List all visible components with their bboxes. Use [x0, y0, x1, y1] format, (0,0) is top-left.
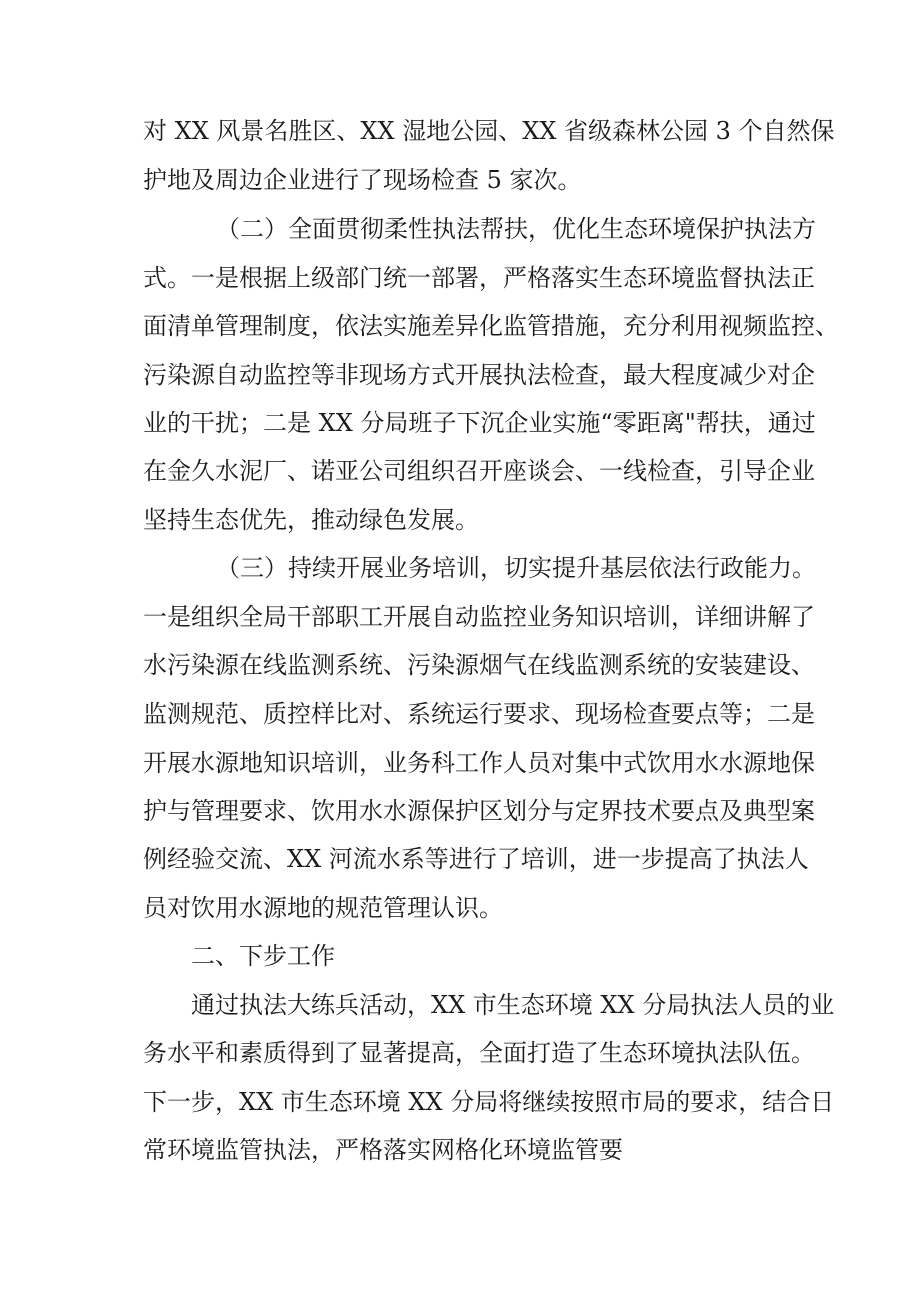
- section-heading-3: （三）持续开展业务培训，切实提升基层依法行政能力。: [216, 554, 816, 582]
- text-line: 通过执法大练兵活动，XX 市生态环境 XX 分局执法人员的业: [191, 991, 835, 1019]
- text-line: 对 XX 风景名胜区、XX 湿地公园、XX 省级森林公园 3 个自然保: [143, 117, 835, 145]
- text-line: 员对饮用水源地的规范管理认识。: [143, 894, 503, 922]
- text-line: 坚持生态优先，推动绿色发展。: [143, 506, 479, 534]
- text-line: 例经验交流、XX 河流水系等进行了培训，进一步提高了执法人: [143, 845, 809, 873]
- section-heading-2: （二）全面贯彻柔性执法帮扶，优化生态环境保护执法方: [216, 215, 816, 243]
- text-line: 一是组织全局干部职工开展自动监控业务知识培训，详细讲解了: [143, 603, 815, 631]
- text-line: 在金久水泥厂、诺亚公司组织召开座谈会、一线检查，引导企业: [143, 457, 815, 485]
- section-heading-next-steps: 二、下步工作: [191, 942, 335, 970]
- text-line: 开展水源地知识培训，业务科工作人员对集中式饮用水水源地保: [143, 749, 815, 777]
- text-line: 常环境监管执法，严格落实网格化环境监管要: [143, 1136, 623, 1164]
- text-line: 面清单管理制度，依法实施差异化监管措施，充分利用视频监控、: [143, 312, 839, 340]
- text-line: 业的干扰；二是 XX 分局班子下沉企业实施“零距离"帮扶，通过: [143, 409, 816, 437]
- text-line: 监测规范、质控样比对、系统运行要求、现场检查要点等；二是: [143, 700, 815, 728]
- text-line: 护与管理要求、饮用水水源保护区划分与定界技术要点及典型案: [143, 797, 815, 825]
- text-line: 污染源自动监控等非现场方式开展执法检查，最大程度减少对企: [143, 361, 815, 389]
- text-line: 下一步，XX 市生态环境 XX 分局将继续按照市局的要求，结合日: [143, 1088, 835, 1116]
- text-line: 式。一是根据上级部门统一部署，严格落实生态环境监督执法正: [143, 264, 815, 292]
- text-line: 水污染源在线监测系统、污染源烟气在线监测系统的安装建设、: [143, 651, 815, 679]
- text-line: 护地及周边企业进行了现场检查 5 家次。: [143, 166, 582, 194]
- text-line: 务水平和素质得到了显著提高，全面打造了生态环境执法队伍。: [143, 1039, 815, 1067]
